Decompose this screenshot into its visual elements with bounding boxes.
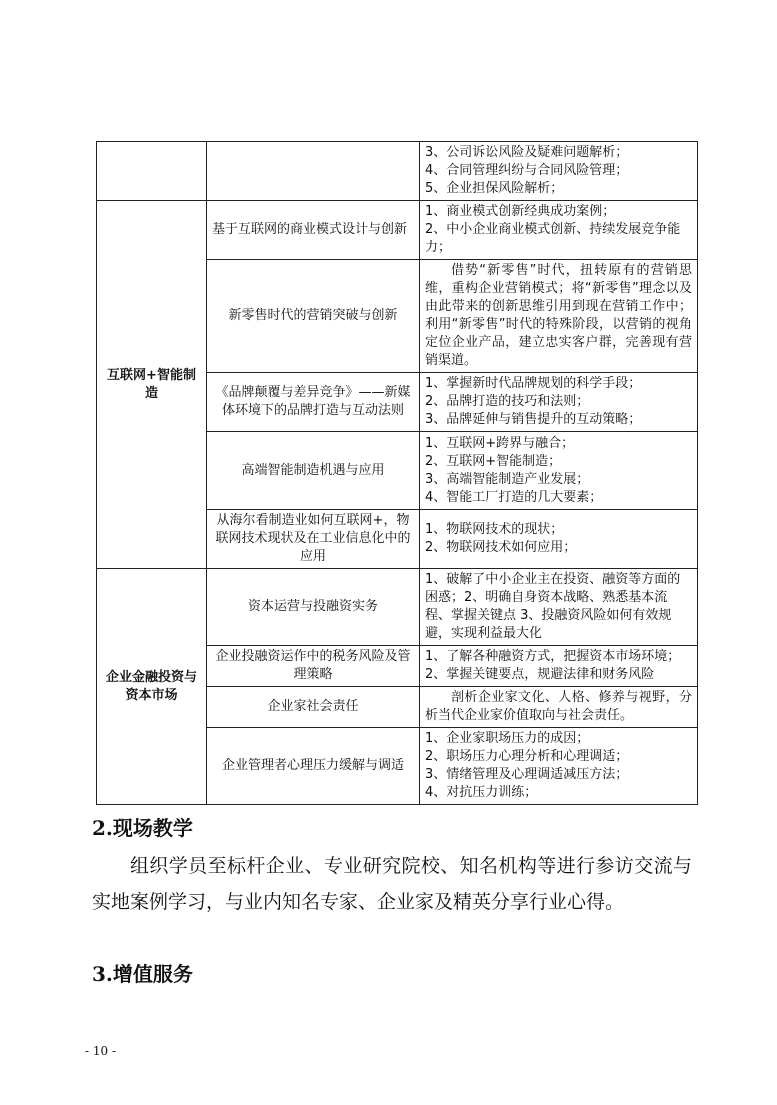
- content-cell: [420, 201, 698, 260]
- content-line: 2、掌握关键要点，规避法律和财务风险: [425, 667, 655, 682]
- section-body: 组织学员至标杆企业、专业研究院校、知名机构等进行参访交流与实地案例学习，与业内知名专家、企业家及精英分享行业心得。: [92, 855, 692, 913]
- content-cell: [420, 728, 698, 805]
- content-line: 1、了解各种融资方式，把握资本市场环境；: [425, 649, 681, 664]
- topic-cell: 从海尔看制造业如何互联网+，物联网技术现状及在工业信息化中的应用: [207, 510, 420, 569]
- content-line: 3、品牌延伸与销售提升的互动策略；: [425, 412, 642, 427]
- topic-cell: 高端智能制造机遇与应用: [207, 432, 420, 510]
- content-paragraph: 借势“新零售”时代，扭转原有的营销思维，重构企业营销模式；将“新零售”理念以及由此带来的创新思维引用到现在营销工作中；利用“新零售”时代的特殊阶段，以营销的视角定位企业产品，建立忠实客户群，完善现有营销渠道。: [425, 263, 692, 368]
- topic-cell: 企业管理者心理压力缓解与调适: [207, 728, 420, 805]
- topic-cell: 企业家社会责任: [207, 687, 420, 728]
- content-cell: [420, 569, 698, 646]
- topic-cell: 新零售时代的营销突破与创新: [207, 260, 420, 373]
- content-line: 2、互联网+智能制造；: [425, 453, 562, 469]
- table-row: [97, 142, 698, 201]
- content-cell: [420, 646, 698, 687]
- page-number: - 10 -: [85, 1044, 117, 1058]
- content-line: 1、互联网+跨界与融合；: [425, 435, 575, 451]
- section-heading: 2.现场教学: [92, 816, 193, 840]
- topic-cell: 资本运营与投融资实务: [207, 569, 420, 646]
- content-cell: [420, 373, 698, 432]
- content-line: 5、企业担保风险解析；: [425, 181, 564, 196]
- category-cell: [97, 142, 207, 201]
- topic-cell: 企业投融资运作中的税务风险及管理策略: [207, 646, 420, 687]
- content-line: 1、商业模式创新经典成功案例；: [425, 204, 616, 219]
- category-cell: 企业金融投资与资本市场: [97, 569, 207, 805]
- topic-cell: [207, 142, 420, 201]
- content-paragraph: 剖析企业家文化、人格、修养与视野，分析当代企业家价值取向与社会责任。: [425, 690, 692, 723]
- content-line: 2、物联网技术如何应用；: [425, 540, 577, 555]
- content-cell: [420, 260, 698, 373]
- course-table: [96, 141, 698, 805]
- table-row: [97, 201, 698, 260]
- section-heading: 3.增值服务: [92, 962, 193, 986]
- content-line: 2、中小企业商业模式创新、持续发展竞争能力；: [425, 222, 681, 255]
- content-line: 1、掌握新时代品牌规划的科学手段；: [425, 376, 642, 391]
- content-cell: [420, 142, 698, 201]
- content-line: 2、品牌打造的技巧和法则；: [425, 394, 590, 409]
- content-line: 3、公司诉讼风险及疑难问题解析；: [425, 145, 629, 160]
- content-line: 3、高端智能制造产业发展；: [425, 471, 590, 487]
- content-line: 1、破解了中小企业主在投资、融资等方面的困惑；2、明确自身资本战略、熟悉基本流程、掌握关键点 3、投融资风险如何有效规避，实现利益最大化: [425, 572, 681, 641]
- content-line: 1、企业家职场压力的成因；: [425, 731, 590, 746]
- content-cell: [420, 432, 698, 510]
- topic-cell: 《品牌颠覆与差异竞争》——新媒体环境下的品牌打造与互动法则: [207, 373, 420, 432]
- content-line: 4、对抗压力训练；: [425, 785, 538, 800]
- topic-cell: 基于互联网的商业模式设计与创新: [207, 201, 420, 260]
- content-cell: [420, 687, 698, 728]
- content-line: 2、职场压力心理分析和心理调适；: [425, 749, 629, 764]
- content-line: 3、情绪管理及心理调适减压方法；: [425, 767, 629, 782]
- content-line: 4、合同管理纠纷与合同风险管理；: [425, 163, 629, 178]
- content-line: 1、物联网技术的现状；: [425, 522, 564, 537]
- table-row: [97, 569, 698, 646]
- content-line: 4、智能工厂打造的几大要素；: [425, 489, 603, 505]
- category-cell: 互联网+智能制造: [97, 201, 207, 569]
- content-cell: [420, 510, 698, 569]
